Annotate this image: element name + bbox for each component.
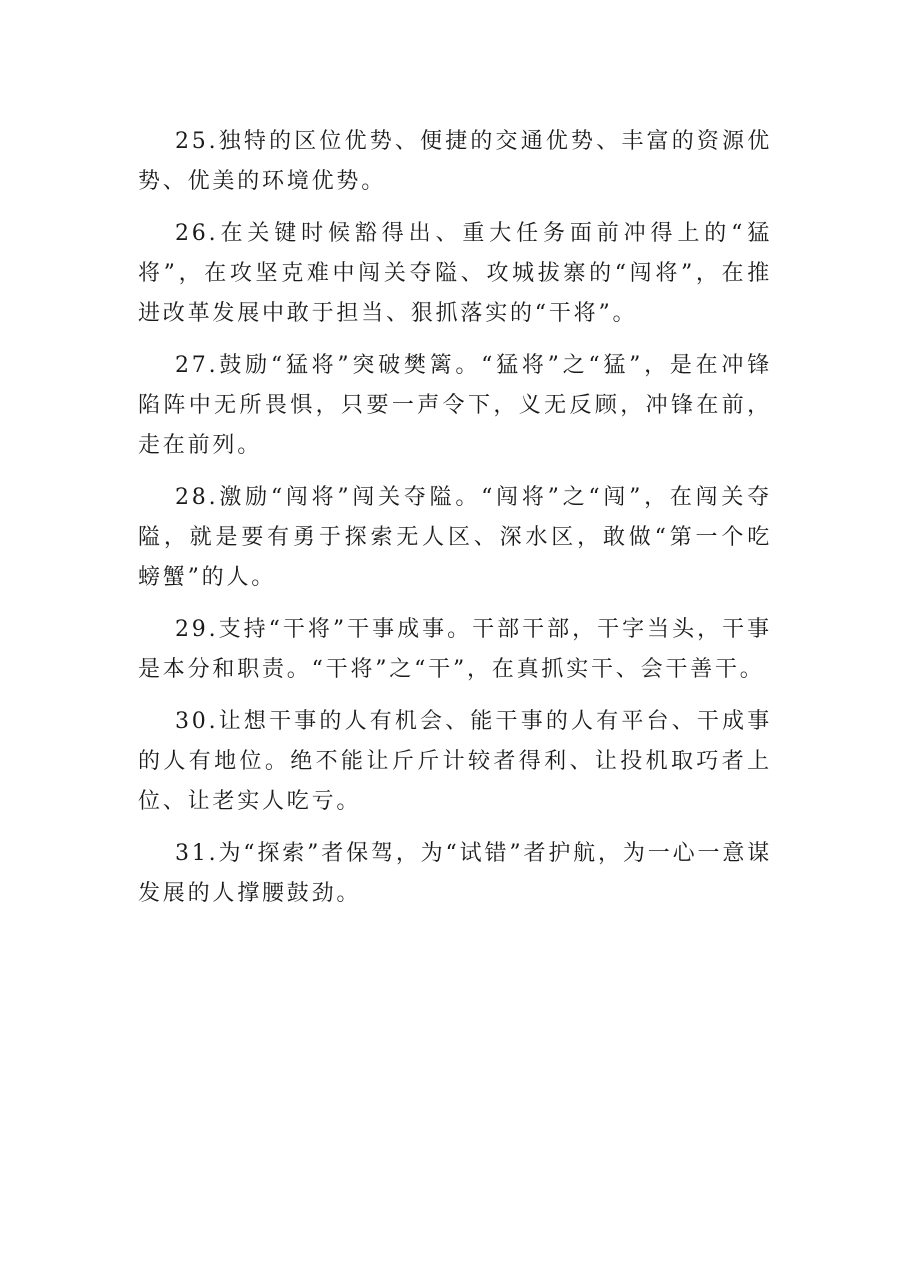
paragraph-27: 27.鼓励“猛将”突破樊篱。“猛将”之“猛”，是在冲锋陷阵中无所畏惧，只要一声令下，义无反顾，冲锋在前，走在前列。 xyxy=(138,353,772,458)
paragraph-26: 26.在关键时候豁得出、重大任务面前冲得上的“猛将”，在攻坚克难中闯关夺隘、攻城拔寨的“闯将”，在推进改革发展中敢于担当、狠抓落实的“干将”。 xyxy=(138,221,772,326)
paragraph-30: 30.让想干事的人有机会、能干事的人有平台、干成事的人有地位。绝不能让斤斤计较者得利、让投机取巧者上位、让老实人吃亏。 xyxy=(138,709,772,814)
paragraph-29: 29.支持“干将”干事成事。干部干部，干字当头，干事是本分和职责。“干将”之“干”，在真抓实干、会干善干。 xyxy=(138,617,772,682)
paragraph-31: 31.为“探索”者保驾，为“试错”者护航，为一心一意谋发展的人撑腰鼓劲。 xyxy=(138,841,772,906)
document-page xyxy=(138,122,772,926)
paragraph-25: 25.独特的区位优势、便捷的交通优势、丰富的资源优势、优美的环境优势。 xyxy=(138,129,772,194)
paragraph-28: 28.激励“闯将”闯关夺隘。“闯将”之“闯”，在闯关夺隘，就是要有勇于探索无人区、深水区，敢做“第一个吃螃蟹”的人。 xyxy=(138,485,772,590)
